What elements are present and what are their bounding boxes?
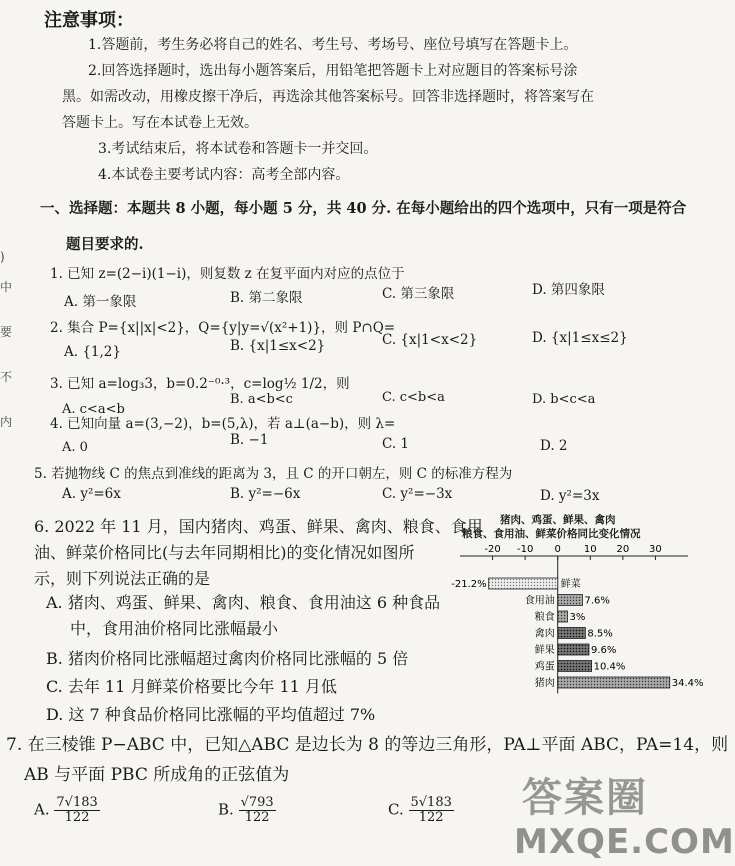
q6-option-b: B. 猪肉价格同比涨幅超过禽肉价格同比涨幅的 5 倍 (46, 649, 409, 668)
x-tick-label: -10 (516, 544, 534, 555)
q6-option-c: C. 去年 11 月鲜菜价格要比今年 11 月低 (46, 677, 337, 696)
category-label: 鲜菜 (560, 579, 581, 590)
category-label: 粮食 (534, 612, 555, 623)
value-label: 7.6% (584, 595, 610, 607)
q7-option-b-label: B. (218, 800, 234, 819)
chart-bar (558, 644, 589, 655)
binding-margin-marks: ) 中 要 不 内 (0, 250, 13, 429)
q6-option-d: D. 这 7 种食品价格同比涨幅的平均值超过 7% (46, 705, 376, 724)
q7-option-a-den: 122 (64, 810, 90, 825)
chart-plot-area (451, 512, 704, 702)
q1-stem: 1. 已知 z=(2−i)(1−i)，则复数 z 在复平面内对应的点位于 (50, 266, 405, 282)
category-label: 食用油 (524, 595, 555, 607)
section-header-cont: 题目要求的. (66, 236, 144, 253)
note-item: 黑。如需改动，用橡皮擦干净后，再选涂其他答案标号。回答非选择题时，将答案写在 (62, 89, 594, 105)
note-item: 4.本试卷主要考试内容：高考全部内容。 (98, 167, 350, 183)
chart-bar (558, 661, 592, 672)
q3-option-b: B. a<b<c (230, 392, 293, 407)
category-label: 禽肉 (534, 628, 555, 640)
q1-option-d: D. 第四象限 (532, 282, 605, 298)
q6-stem-line: 6. 2022 年 11 月，国内猪肉、鸡蛋、鲜果、禽肉、粮食、食用 (34, 517, 483, 536)
q3-option-a: A. c<a<b (62, 402, 125, 417)
q7-stem-line2: AB 与平面 PBC 所成角的正弦值为 (24, 765, 290, 785)
q1-option-a: A. 第一象限 (64, 294, 137, 310)
category-label: 猪肉 (534, 678, 555, 689)
q7-option-b (218, 796, 276, 825)
chart-bar (489, 578, 558, 589)
q5-option-d: D. y²=3x (540, 488, 600, 504)
q6-option-a: A. 猪肉、鸡蛋、鲜果、禽肉、粮食、食用油这 6 种食品 (46, 593, 441, 612)
q4-stem: 4. 已知向量 a=(3,−2)，b=(5,λ)，若 a⊥(a−b)，则 λ= (50, 416, 396, 432)
q4-option-a: A. 0 (62, 440, 88, 455)
q2-option-b: B. {x|1≤x<2} (230, 338, 326, 354)
q4-option-b: B. −1 (230, 432, 269, 448)
q7-option-c-num: 5√183 (410, 795, 452, 810)
value-label: -21.2% (451, 579, 487, 590)
x-tick-label: 0 (554, 544, 561, 555)
q3-option-c: C. c<b<a (382, 390, 445, 405)
note-item: 2.回答选择题时，选出每小题答案后，用铅笔把答题卡上对应题目的答案标号涂 (88, 63, 578, 79)
q3-stem: 3. 已知 a=log₃3，b=0.2⁻⁰·³，c=log½ 1/2，则 (50, 376, 350, 392)
q5-option-c: C. y²=−3x (382, 486, 453, 502)
section-header: 一、选择题：本题共 8 小题，每小题 5 分，共 40 分. 在每小题给出的四个选项中，只有一项是符合 (40, 200, 687, 217)
category-label: 鸡蛋 (534, 661, 555, 673)
note-item: 3.考试结束后，将本试卷和答题卡一并交回。 (98, 141, 378, 157)
chart-title-line1: 猪肉、鸡蛋、鲜果、禽肉 (500, 514, 616, 526)
q7-option-c-den: 122 (418, 810, 444, 825)
q6-option-a-cont: 中，食用油价格同比涨幅最小 (70, 619, 279, 638)
q2-option-c: C. {x|1<x<2} (382, 332, 478, 348)
notes-title: 注意事项： (44, 10, 134, 31)
q7-option-b-den: 122 (244, 810, 270, 825)
q7-option-c (388, 796, 454, 825)
value-label: 10.4% (593, 661, 626, 673)
price-change-chart (451, 512, 704, 702)
q5-stem: 5. 若抛物线 C 的焦点到准线的距离为 3，且 C 的开口朝左，则 C 的标准方程为 (34, 466, 513, 482)
x-tick-label: -20 (484, 544, 501, 555)
value-label: 9.6% (590, 645, 617, 656)
q7-option-a-label: A. (34, 800, 50, 819)
q2-option-a: A. {1,2} (64, 344, 121, 360)
q7-option-a-num: 7√183 (56, 795, 98, 810)
q4-option-c: C. 1 (382, 436, 410, 452)
watermark-logo: 答案圈 (522, 775, 648, 821)
chart-bar (558, 595, 583, 606)
q1-option-b: B. 第二象限 (230, 290, 303, 306)
q7-option-b-num: √793 (240, 795, 274, 810)
x-tick-label: 20 (616, 544, 630, 555)
value-label: 3% (569, 612, 586, 623)
chart-bar (558, 628, 586, 639)
q7-stem-line1: 7. 在三棱锥 P−ABC 中，已知△ABC 是边长为 8 的等边三角形，PA⊥平面 ABC，PA=14，则 (6, 735, 729, 755)
q7-option-c-label: C. (388, 800, 404, 819)
q2-option-d: D. {x|1≤x≤2} (532, 330, 628, 346)
q2-stem: 2. 集合 P={x||x|<2}，Q={y|y=√(x²+1)}，则 P∩Q= (50, 320, 396, 336)
watermark-site: MXQE.COM (514, 822, 735, 862)
q3-option-d: D. b<c<a (532, 392, 596, 407)
q6-stem-line: 油、鲜菜价格同比(与去年同期相比)的变化情况如图所 (34, 543, 415, 562)
q4-option-d: D. 2 (540, 438, 568, 454)
chart-title-line2: 粮食、食用油、鲜菜价格同比变化情况 (462, 528, 641, 540)
value-label: 34.4% (671, 678, 704, 689)
q1-option-c: C. 第三象限 (382, 286, 455, 302)
q5-option-b: B. y²=−6x (230, 486, 301, 502)
q7-option-a (34, 796, 100, 825)
category-label: 鲜果 (534, 645, 555, 656)
x-tick-label: 30 (649, 544, 662, 555)
note-item: 1.答题前，考生务必将自己的姓名、考生号、考场号、座位号填写在答题卡上。 (88, 37, 578, 53)
value-label: 8.5% (587, 628, 613, 640)
chart-bar (558, 611, 568, 622)
note-item: 答题卡上。写在本试卷上无效。 (62, 115, 258, 131)
chart-bar (558, 677, 670, 688)
q6-stem-line: 示，则下列说法正确的是 (34, 569, 211, 588)
q5-option-a: A. y²=6x (62, 486, 121, 502)
x-tick-label: 10 (583, 544, 597, 555)
